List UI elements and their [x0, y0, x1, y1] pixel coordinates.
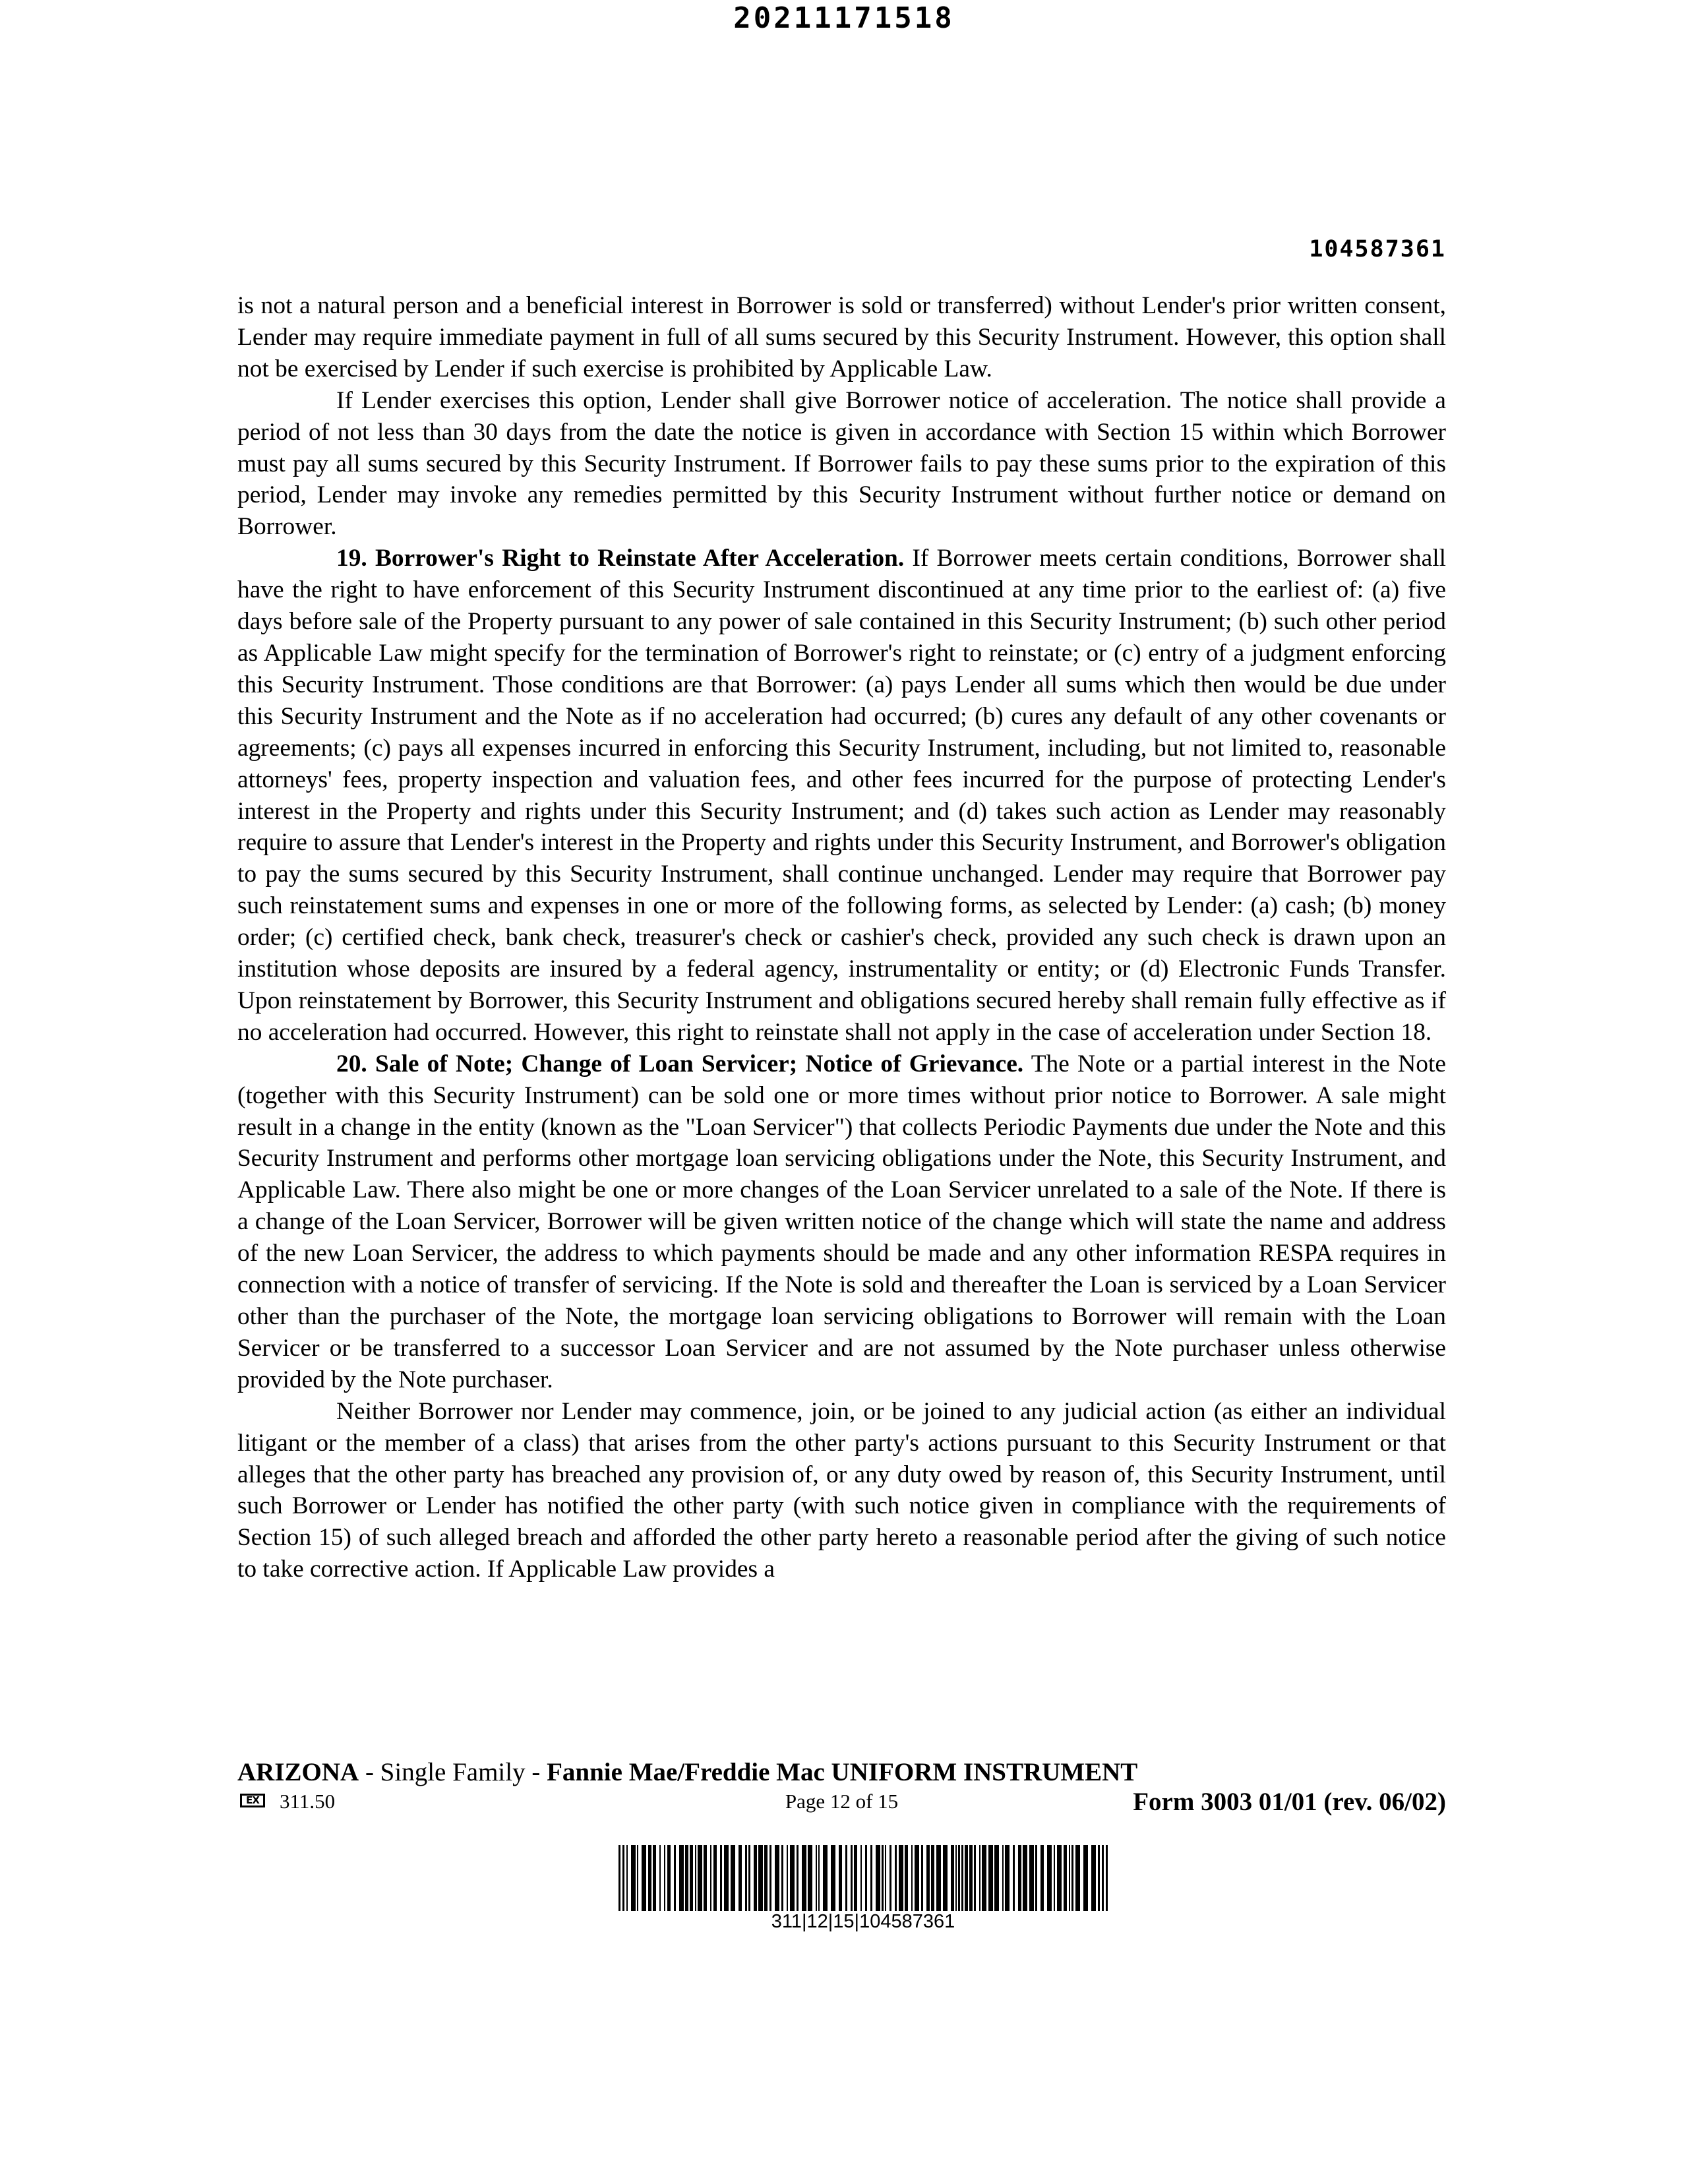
barcode-bar [994, 1845, 999, 1911]
recording-number: 20211171518 [733, 1, 955, 35]
barcode-bar [839, 1845, 842, 1911]
barcode-bar [1071, 1845, 1073, 1911]
barcode-bar [955, 1845, 957, 1911]
barcode-bar [882, 1845, 884, 1911]
barcode-bar [667, 1845, 671, 1911]
barcode-bar [889, 1845, 891, 1911]
barcode-bar [1005, 1845, 1010, 1911]
barcode-bar [664, 1845, 665, 1911]
barcode-bar [710, 1845, 711, 1911]
barcode-bar [876, 1845, 880, 1911]
barcode-bar [845, 1845, 847, 1911]
barcode-bar [695, 1845, 696, 1911]
barcode-bar [626, 1845, 628, 1911]
barcode-bar [781, 1845, 783, 1911]
barcode-bar [974, 1845, 976, 1911]
footer-row [237, 1790, 1446, 1823]
barcode-text: 311|12|15|104587361 [771, 1911, 955, 1932]
barcode-bar [745, 1845, 747, 1911]
barcode-bar [1047, 1845, 1052, 1911]
form-id: Form 3003 01/01 (rev. 06/02) [1133, 1788, 1446, 1816]
barcode-bar [1091, 1845, 1096, 1911]
footer-state: ARIZONA [237, 1758, 359, 1786]
barcode-bar [738, 1845, 742, 1911]
barcode-bar [1018, 1845, 1021, 1911]
barcode-bar [1035, 1845, 1037, 1911]
barcode-bar [921, 1845, 923, 1911]
barcode-bar [911, 1845, 913, 1911]
barcode-bar [1013, 1845, 1015, 1911]
barcode-bar [1102, 1845, 1104, 1911]
paragraph-acceleration-notice: If Lender exercises this option, Lender shall give Borrower notice of acceleration. The notice shall provide a period of not less than 30 days from the date the notice is given in accordance with Section 15 within which Borrower must pay all sums secured by this Security Instrument. If Borrower fails to pay these sums prior to the expiration of this period, Lender may invoke any remedies permitted by this Security Instrument without further notice or demand on Borrower. [237, 386, 1446, 541]
barcode-bar [1040, 1845, 1044, 1911]
barcode-bar [659, 1845, 661, 1911]
barcode-bar [674, 1845, 676, 1911]
barcode-bar [1057, 1845, 1062, 1911]
section-19-text: If Borrower meets certain conditions, Borrower shall have the right to have enforcement of this Security Instrument discontinued at any time prior to the earliest of: (a) five days before sale of the Property pursuant to any power of sale contained in this Security Instrument; (b) such other period as Applicable Law might specify for the termination of Borrower's right to reinstate; or (c) entry of a judgment enforcing this Security Instrument. Those conditions are that Borrower: (a) pays Lender all sums which then would be due under this Security Instrument and the Note as if no acceleration had occurred; (b) cures any default of any other covenants or agreements; (c) pays all expenses incurred in enforcing this Security Instrument, including, but not limited to, reasonable attorneys' fees, property inspection and valuation fees, and other fees incurred for the purpose of protecting Lender's interest in the Property and rights under this Security Instrument; and (d) takes such action as Lender may reasonably require to assure that Lender's interest in the Property and rights under this Security Instrument, and Borrower's obligation to pay the sums secured by this Security Instrument, shall continue unchanged. Lender may require that Borrower pay such reinstatement sums and expenses in one or more of the following forms, as selected by Lender: (a) cash; (b) money order; (c) certified check, bank check, treasurer's check or cashier's check, provided any such check is drawn upon an institution whose deposits are insured by a federal agency, instrumentality or entity; or (d) Electronic Funds Transfer. Upon reinstatement by Borrower, this Security Instrument and obligations secured hereby shall remain fully effective as if no acceleration had occurred. However, this right to reinstate shall not apply in the case of acceleration under Section 18. [237, 545, 1446, 1046]
barcode-bar [720, 1845, 722, 1911]
form-code: 311.50 [280, 1790, 336, 1813]
barcode-bar [961, 1845, 963, 1911]
barcode-bar [905, 1845, 908, 1911]
barcode-icon [618, 1845, 1108, 1911]
barcode-bar [631, 1845, 636, 1911]
barcode-bar [797, 1845, 799, 1911]
barcode-bar [854, 1845, 857, 1911]
barcode-bar [1106, 1845, 1108, 1911]
footer-title [237, 1757, 1446, 1787]
barcode-bar [982, 1845, 986, 1911]
barcode-bar [885, 1845, 886, 1911]
barcode-bar [754, 1845, 757, 1911]
footer-instrument: Fannie Mae/Freddie Mac UNIFORM INSTRUMENT [547, 1758, 1138, 1786]
footer-separator: - Single Family - [359, 1758, 547, 1786]
barcode-bar [748, 1845, 750, 1911]
loan-number: 104587361 [1309, 236, 1446, 262]
page-number: Page 12 of 15 [785, 1790, 899, 1813]
barcode-bar [915, 1845, 919, 1911]
barcode-bar [865, 1845, 867, 1911]
barcode-bar [731, 1845, 735, 1911]
section-19 [237, 543, 1446, 1048]
barcode-bar [936, 1845, 941, 1911]
barcode-bar [802, 1845, 806, 1911]
section-19-heading: 19. Borrower's Right to Reinstate After Acceleration. [336, 545, 905, 572]
barcode-bar [679, 1845, 684, 1911]
barcode-bar [1029, 1845, 1034, 1911]
barcode-bar [1023, 1845, 1027, 1911]
barcode-bar [758, 1845, 763, 1911]
barcode-bar [713, 1845, 717, 1911]
ex-logo-icon: EX [240, 1794, 265, 1807]
barcode-bar [685, 1845, 688, 1911]
barcode-bar [851, 1845, 853, 1911]
barcode-bar [690, 1845, 693, 1911]
paragraph-continuation: is not a natural person and a beneficial interest in Borrower is sold or transferred) without Lender's prior written consent, Lender may require immediate payment in full of all sums secured by this Security Instrument. However, this option shall not be exercised by Lender if such exercise is prohibited by Applicable Law. [237, 292, 1446, 382]
barcode-bar [969, 1845, 973, 1911]
barcode-bar [642, 1845, 646, 1911]
section-20-text: The Note or a partial interest in the Note (together with this Security Instrument) can be sold one or more times without prior notice to Borrower. A sale might result in a change in the entity (known as the "Loan Servicer") that collects Periodic Payments due under the Note and this Security Instrument and performs other mortgage loan servicing obligations under the Note, this Security Instrument, and Applicable Law. There also might be one or more changes of the Loan Servicer unrelated to a sale of the Note. If there is a change of the Loan Servicer, Borrower will be given written notice of the change which will state the name and address of the new Loan Servicer, the address to which payments should be made and any other information RESPA requires in connection with a notice of transfer of servicing. If the Note is sold and thereafter the Loan is serviced by a Loan Servicer other than the purchaser of the Note, the mortgage loan servicing obligations to Borrower will remain with the Loan Servicer or be transferred to a successor Loan Servicer and are not assumed by the Note purchaser unless otherwise provided by the Note purchaser. [237, 1050, 1446, 1393]
barcode-bar [1064, 1845, 1067, 1911]
barcode-bar [769, 1845, 771, 1911]
barcode-bar [979, 1845, 980, 1911]
barcode-bar [648, 1845, 651, 1911]
barcode-bar [1098, 1845, 1100, 1911]
barcode-bar [764, 1845, 768, 1911]
barcode-bar [943, 1845, 948, 1911]
section-20 [237, 1048, 1446, 1396]
barcode-bar [724, 1845, 729, 1911]
barcode-bar [951, 1845, 954, 1911]
barcode-bar [860, 1845, 862, 1911]
barcode-bar [704, 1845, 707, 1911]
barcode-bar [653, 1845, 656, 1911]
barcode-bar [698, 1845, 702, 1911]
barcode-bar [895, 1845, 897, 1911]
barcode-bar [618, 1845, 620, 1911]
barcode-bar [808, 1845, 812, 1911]
barcode-bar [870, 1845, 872, 1911]
barcode-bar [622, 1845, 624, 1911]
barcode-bar [899, 1845, 903, 1911]
barcode-bar [1002, 1845, 1004, 1911]
barcode-bar [823, 1845, 828, 1911]
barcode-bar [775, 1845, 779, 1911]
barcode-bar [831, 1845, 835, 1911]
barcode-bar [958, 1845, 960, 1911]
barcode-bar [1069, 1845, 1070, 1911]
section-20-heading: 20. Sale of Note; Change of Loan Servicer; Notice of Grievance. [336, 1050, 1024, 1077]
barcode-bar [988, 1845, 993, 1911]
document-body [237, 290, 1446, 1585]
barcode-bar [965, 1845, 968, 1911]
barcode-bar [816, 1845, 817, 1911]
barcode-bar [931, 1845, 934, 1911]
barcode-bar [787, 1845, 788, 1911]
barcode-bar [926, 1845, 930, 1911]
barcode-bar [1075, 1845, 1080, 1911]
barcode-bar [1054, 1845, 1055, 1911]
barcode-bar [1083, 1845, 1088, 1911]
barcode-bar [637, 1845, 638, 1911]
barcode-bar [818, 1845, 820, 1911]
barcode-bar [790, 1845, 795, 1911]
paragraph-judicial-action: Neither Borrower nor Lender may commence, join, or be joined to any judicial action (as either an individual litigant or the member of a class) that arises from the other party's actions pursuant to this Security Instrument or that alleges that the other party has breached any provision of, or any duty owed by reason of, this Security Instrument, until such Borrower or Lender has notified the other party (with such notice given in compliance with the requirements of Section 15) of such alleged breach and afforded the other party hereto a reasonable period after the giving of such notice to take corrective action. If Applicable Law provides a [237, 1397, 1446, 1583]
